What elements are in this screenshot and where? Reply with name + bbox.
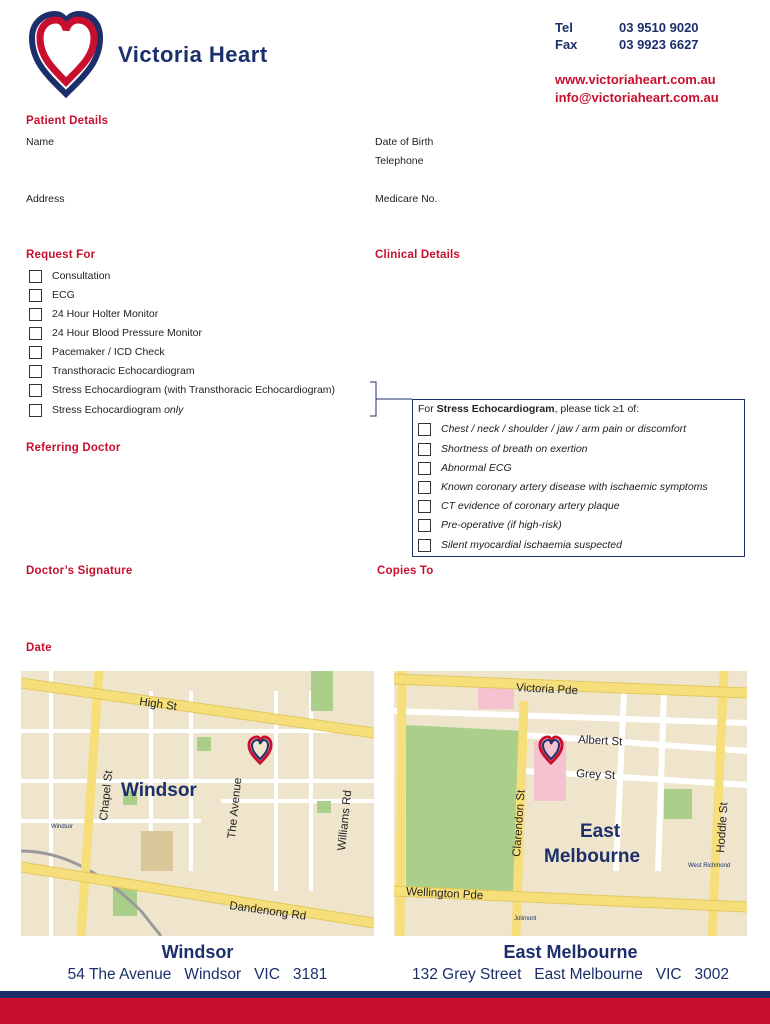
checkbox[interactable]	[418, 519, 431, 532]
street-hoddle-st: Hoddle St	[715, 801, 731, 854]
street-dandenong-rd: Dandenong Rd	[228, 900, 307, 923]
fax-value: 03 9923 6627	[619, 37, 699, 52]
tel-value: 03 9510 9020	[619, 20, 699, 35]
name-label: Name	[26, 136, 55, 148]
medicare-label: Medicare No.	[375, 193, 438, 205]
address-label: Address	[26, 193, 65, 205]
stress-item-ct-plaque[interactable]: CT evidence of coronary artery plaque	[418, 498, 620, 514]
east-melbourne-map[interactable]	[394, 671, 747, 936]
brand-name: Victoria Heart	[118, 42, 268, 67]
street-wellington-pde: Wellington Pde	[405, 886, 484, 903]
request-item-stress-echo-with-tte[interactable]: Stress Echocardiogram (with Transthoracic Echocardiogram)	[29, 382, 335, 398]
windsor-address: 54 The Avenue Windsor VIC 3181	[67, 966, 328, 983]
checkbox[interactable]	[418, 423, 431, 436]
request-item-consultation[interactable]: Consultation	[29, 268, 110, 284]
stress-item-cad[interactable]: Known coronary artery disease with ischaemic symptoms	[418, 479, 708, 495]
clinical-details-title: Clinical Details	[375, 249, 461, 261]
request-item-stress-echo-only[interactable]: Stress Echocardiogram only	[29, 402, 183, 418]
stress-echo-intro: For Stress Echocardiogram, please tick ≥1 of:	[418, 403, 640, 415]
stress-item-pre-operative[interactable]: Pre-operative (if high-risk)	[418, 517, 562, 533]
station-west-richmond: West Richmond	[688, 863, 731, 869]
street-clarendon-st: Clarendon St	[511, 789, 528, 858]
station-jolimont: Jolimont	[514, 916, 537, 922]
checkbox[interactable]	[418, 462, 431, 475]
street-grey-st: Grey St	[575, 768, 616, 783]
checkbox[interactable]	[418, 539, 431, 552]
request-item-bp-monitor[interactable]: 24 Hour Blood Pressure Monitor	[29, 325, 202, 341]
street-victoria-pde: Victoria Pde	[515, 682, 579, 698]
footer-stripe-navy	[0, 991, 770, 998]
windsor-map[interactable]	[21, 671, 374, 936]
checkbox[interactable]	[29, 384, 42, 397]
checkbox[interactable]	[29, 289, 42, 302]
website-link[interactable]: www.victoriaheart.com.au	[555, 72, 716, 87]
fax-label: Fax	[555, 37, 578, 52]
dob-label: Date of Birth	[375, 136, 434, 148]
checkbox[interactable]	[418, 481, 431, 494]
windsor-title: Windsor	[161, 942, 234, 962]
heart-logo-icon	[28, 10, 104, 100]
stress-item-sob[interactable]: Shortness of breath on exertion	[418, 441, 588, 457]
email-link[interactable]: info@victoriaheart.com.au	[555, 90, 719, 105]
checkbox[interactable]	[418, 443, 431, 456]
tel-label: Tel	[555, 20, 573, 35]
suburb-label-melbourne: Melbourne	[544, 846, 641, 867]
street-chapel-st: Chapel St	[98, 769, 116, 822]
street-albert-st: Albert St	[577, 734, 623, 749]
checkbox[interactable]	[29, 270, 42, 283]
street-high-st: High St	[138, 696, 178, 714]
stress-item-chest-pain[interactable]: Chest / neck / shoulder / jaw / arm pain or discomfort	[418, 421, 686, 437]
street-the-avenue: The Avenue	[226, 777, 245, 840]
checkbox[interactable]	[29, 404, 42, 417]
stress-item-abnormal-ecg[interactable]: Abnormal ECG	[418, 460, 512, 476]
station-windsor: Windsor	[51, 824, 74, 830]
patient-details-title: Patient Details	[26, 115, 109, 127]
request-item-holter[interactable]: 24 Hour Holter Monitor	[29, 306, 158, 322]
checkbox[interactable]	[29, 327, 42, 340]
street-williams-rd: Williams Rd	[336, 789, 355, 852]
request-item-tte[interactable]: Transthoracic Echocardiogram	[29, 363, 195, 379]
date-title: Date	[26, 642, 52, 654]
east-melbourne-title: East Melbourne	[503, 942, 638, 962]
request-item-ecg[interactable]: ECG	[29, 287, 75, 303]
suburb-label-east: East	[580, 821, 621, 842]
checkbox[interactable]	[29, 346, 42, 359]
request-item-pacemaker[interactable]: Pacemaker / ICD Check	[29, 344, 165, 360]
telephone-label: Telephone	[375, 155, 424, 167]
stress-item-silent-ischaemia[interactable]: Silent myocardial ischaemia suspected	[418, 537, 622, 553]
doctor-signature-title: Doctor’s Signature	[26, 565, 133, 577]
request-for-title: Request For	[26, 249, 96, 261]
logo	[28, 10, 104, 100]
copies-to-title: Copies To	[377, 565, 434, 577]
suburb-label-windsor: Windsor	[121, 780, 197, 801]
footer-stripe-red	[0, 998, 770, 1024]
referring-doctor-title: Referring Doctor	[26, 442, 121, 454]
checkbox[interactable]	[29, 308, 42, 321]
bracket-connector	[368, 380, 418, 420]
checkbox[interactable]	[418, 500, 431, 513]
east-melbourne-address: 132 Grey Street East Melbourne VIC 3002	[411, 966, 730, 983]
checkbox[interactable]	[29, 365, 42, 378]
